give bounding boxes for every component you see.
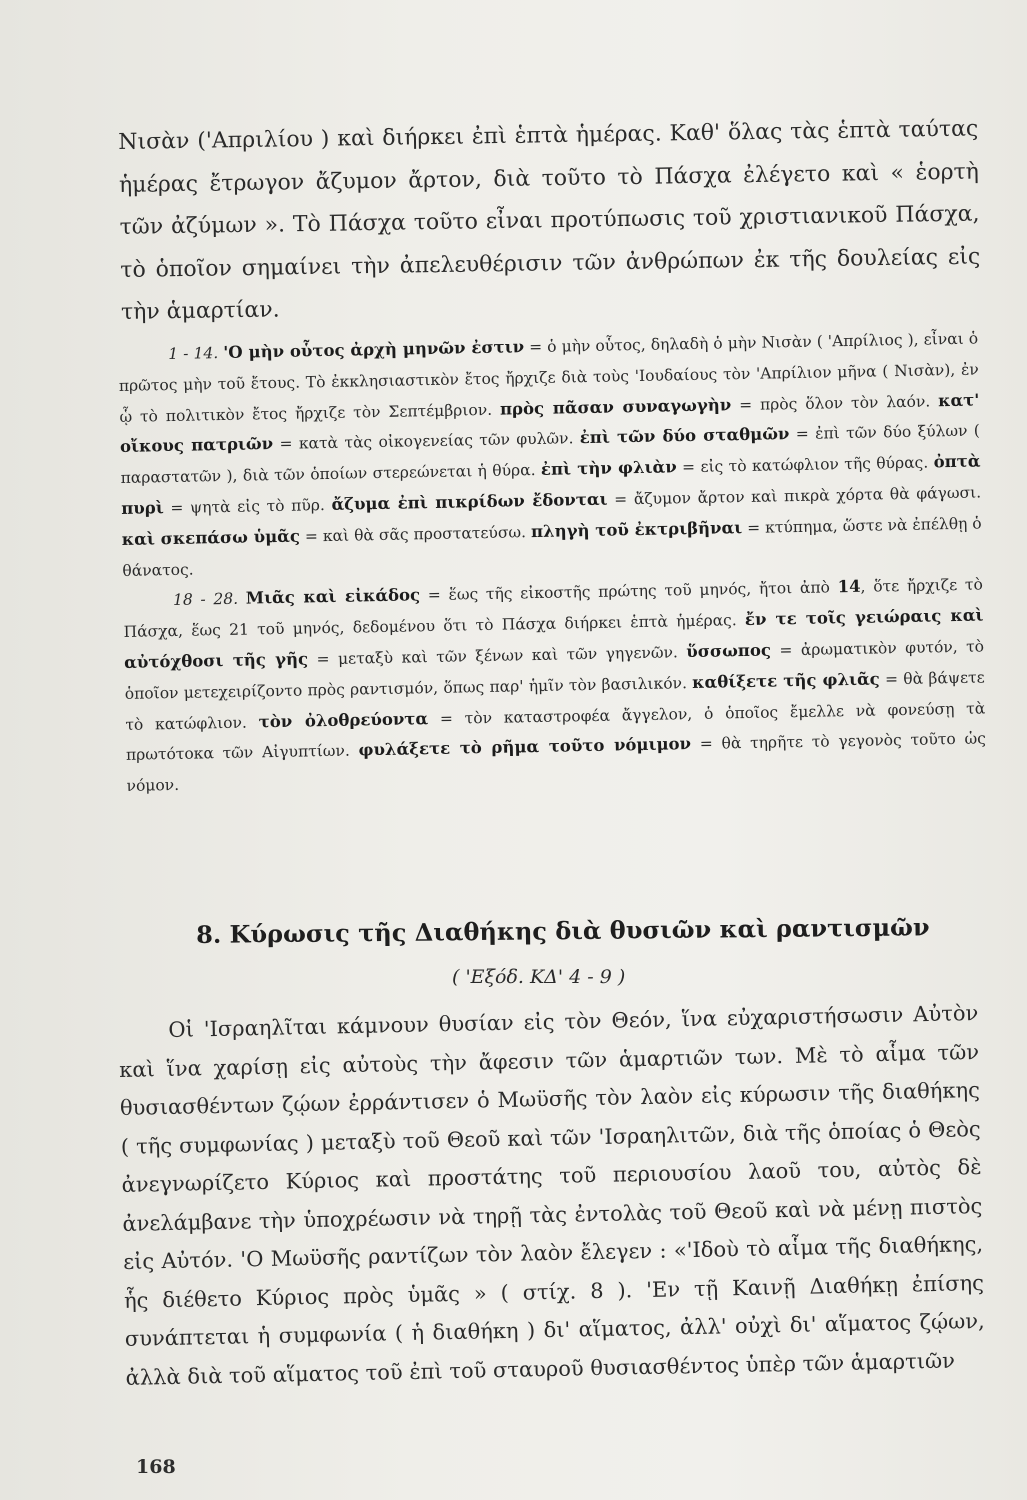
note-term: ἔν τε τοῖς γειώραις καὶ αὐτόχθοσι τῆς γῆς [124, 605, 984, 672]
note-def: = ὁ μὴν οὗτος, δηλαδὴ ὁ μὴν Νισὰν ( 'Απρίλιος ), εἶναι ὁ πρῶτος μὴν τοῦ ἔτους. Τὸ ἐκκλησιαστικὸν ἔτος ἤρχιζε διὰ τοὺς 'Ιουδαίους τὸν 'Απρίλιον μῆνα ( Νισὰν), ἐν ᾧ τὸ πολιτικὸν ἔτος ἤρχιζε τὸν Σεπτέμβριον. [118, 329, 979, 426]
note-term: 'Ο μὴν οὗτος ἀρχὴ μηνῶν ἐστιν [223, 337, 525, 362]
note-def: = εἰς τὸ κατώφλιον τῆς θύρας. [676, 453, 934, 477]
body-text [118, 994, 986, 1397]
note-term: ὕσσωπος [686, 640, 772, 662]
note-term: πρὸς πᾶσαν συναγωγὴν [499, 394, 732, 419]
note-def: = θὰ βάψετε τὸ κατώφλιον. [125, 668, 985, 734]
note-def: = ἀρωματικὸν φυτόν, τὸ ὁποῖον μετεχειρίζοντο πρὸς ραντισμόν, ὅπως παρ' ἡμῖν τὸν βασιλικόν. [124, 637, 985, 703]
note-1-14 [118, 323, 983, 586]
note-def: = μεταξὺ καὶ τῶν ξένων καὶ τῶν γηγενῶν. [307, 643, 687, 669]
note-term: ἐπὶ τὴν φλιὰν [540, 457, 677, 480]
note-term: ἐπὶ τῶν δύο σταθμῶν [579, 424, 790, 448]
note-def: , ὅτε ἤρχιζε τὸ Πάσχα, ἕως 21 τοῦ μηνός, δεδομένου ὅτι τὸ Πάσχα διήρκει ἑπτὰ ἡμέρας. [123, 575, 984, 642]
note-term: Μιᾶς καὶ εἰκάδος [245, 585, 421, 608]
note-term: πληγὴ τοῦ ἐκτριβῆναι [530, 517, 743, 541]
note-def: = ἐπὶ τῶν δύο ξύλων ( παραστατῶν ), διὰ τῶν ὁποίων στερεώνεται ἡ θύρα. [120, 421, 981, 488]
note-def: = θὰ τηρῆτε τὸ γεγονὸς τοῦτο ὡς νόμον. [126, 729, 986, 796]
note-ref: 1 - 14. [168, 344, 219, 364]
body-paragraph: Οἱ 'Ισραηλῖται κάμνουν θυσίαν εἰς τὸν Θεόν, ἵνα εὐχαριστήσωσιν Αὐτὸν καὶ ἵνα χαρίσῃ εἰς αὐτοὺς τὴν ἄφεσιν τῶν ἁμαρτιῶν των. Μὲ τὸ αἷμα τῶν θυσιασθέντων ζῴων ἐρράντισεν ὁ Μωϋσῆς τὸν λαὸν εἰς κύρωσιν τῆς διαθήκης ( τῆς συμφωνίας ) μεταξὺ τοῦ Θεοῦ καὶ τῶν 'Ισραηλιτῶν, διὰ τῆς ὁποίας ὁ Θεὸς ἀνεγνωρίζετο Κύριος καὶ προστάτης τοῦ περιουσίου λαοῦ του, αὐτὸς δὲ ἀνελάμβανε τὴν ὑποχρέωσιν νὰ τηρῇ τὰς ἐντολὰς τοῦ Θεοῦ καὶ νὰ μένῃ πιστὸς εἰς Αὐτόν. 'Ο Μωϋσῆς ραντίζων τὸν λαὸν ἔλεγεν : «'Ιδοὺ τὸ αἷμα τῆς διαθήκης, ἧς διέθετο Κύριος πρὸς ὑμᾶς » ( στίχ. 8 ). 'Εν τῇ Καινῇ Διαθήκῃ ἐπίσης συνάπτεται ἡ συμφωνία ( ἡ διαθήκη ) δι' αἵματος, ἀλλ' οὐχὶ δι' αἵματος ζῴων, ἀλλὰ διὰ τοῦ αἵματος τοῦ ἐπὶ τοῦ σταυροῦ θυσιασθέντος ὑπὲρ τῶν ἁμαρτιῶν [118, 1000, 985, 1390]
note-term: φυλάξετε τὸ ρῆμα τοῦτο νόμιμον [358, 734, 692, 760]
page-number: 168 [136, 1456, 176, 1478]
note-term: ἄζυμα ἐπὶ πικρίδων ἔδονται [331, 489, 608, 514]
section-title: 8. Κύρωσις τῆς Διαθήκης διὰ θυσιῶν καὶ ραντισμῶν [196, 912, 930, 949]
note-def: = κτύπημα, ὥστε νὰ ἐπέλθῃ ὁ θάνατος. [122, 514, 982, 580]
note-def: = ψητὰ εἰς τὸ πῦρ. [163, 495, 332, 518]
commentary-notes [118, 323, 987, 801]
note-def: = κατὰ τὰς οἰκογενείας τῶν φυλῶν. [272, 429, 580, 454]
note-def: = ἄζυμον ἄρτον καὶ πικρὰ χόρτα θὰ φάγωσι. [607, 483, 982, 509]
note-term: κατ' οἴκους πατριῶν [119, 390, 980, 457]
note-def: = καὶ θὰ σᾶς προστατεύσω. [299, 522, 532, 546]
note-18-28 [123, 570, 987, 802]
note-def: = ἕως τῆς εἰκοστῆς πρώτης τοῦ μηνός, ἤτοι ἀπὸ [419, 578, 838, 605]
note-term: ὀπτὰ πυρὶ [121, 451, 981, 518]
note-number: 14 [837, 577, 861, 597]
note-term: τὸν ὀλοθρεύοντα [258, 708, 429, 731]
section-reference: ( 'Εξόδ. ΚΔ' 4 - 9 ) [452, 966, 626, 988]
note-term: καθίξετε τῆς φλιᾶς [692, 669, 880, 692]
note-def: = πρὸς ὅλον τὸν λαόν. [731, 391, 939, 414]
note-term: καὶ σκεπάσω ὑμᾶς [121, 526, 301, 549]
note-ref: 18 - 28. [172, 590, 239, 610]
note-def: = τὸν καταστροφέα ἄγγελον, ὁ ὁποῖος ἔμελλε νὰ φονεύσῃ τὰ πρωτότοκα τῶν Αἰγυπτίων. [125, 698, 986, 765]
intro-paragraph: Νισὰν ('Απριλίου ) καὶ διήρκει ἐπὶ ἑπτὰ ἡμέρας. Καθ' ὅλας τὰς ἑπτὰ ταύτας ἡμέρας ἔτρωγον ἄζυμον ἄρτον, διὰ τοῦτο τὸ Πάσχα ἐλέγετο καὶ « ἑορτὴ τῶν ἀζύμων ». Τὸ Πάσχα τοῦτο εἶναι προτύπωσις τοῦ χριστιανικοῦ Πάσχα, τὸ ὁποῖον σημαίνει τὴν ἀπελευθέρισιν τῶν ἀνθρώπων ἐκ τῆς δουλείας εἰς τὴν ἁμαρτίαν. [118, 116, 981, 325]
